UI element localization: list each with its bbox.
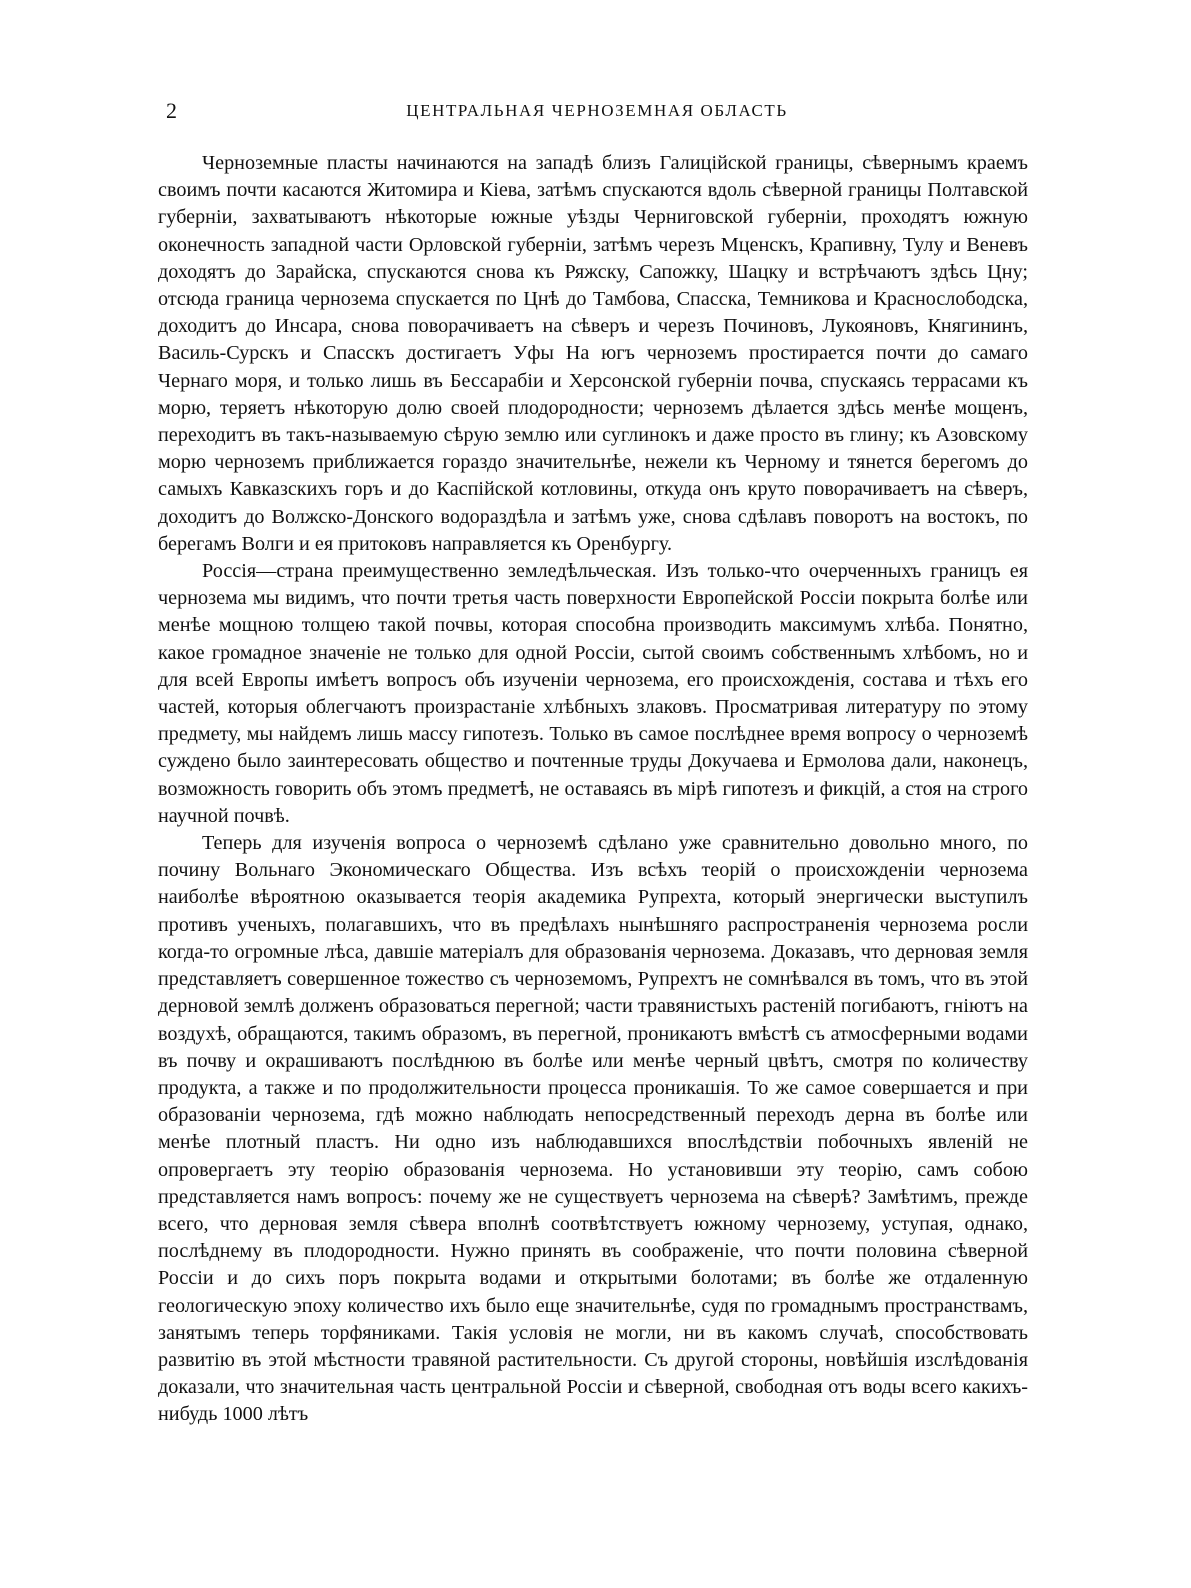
body-text (158, 150, 1028, 1429)
paragraph-ruprecht-theory: Теперь для изученiя вопроса о черноземѣ сдѣлано уже сравнительно довольно много, по почину Вольнаго Экономическаго Общества. Изъ всѣхъ теорiй о происхожденiи чернозема наиболѣе вѣроятною оказывается теорiя академика Рупрехта, который энергически выступилъ противъ ученыхъ, полагавшихъ, что въ предѣлахъ нынѣшняго распространенiя чернозема росли когда-то огромные лѣса, давшiе матерiалъ для образованiя чернозема. Доказавъ, что дерновая земля представляетъ совершенное тожество съ черноземомъ, Рупрехтъ не сомнѣвался въ томъ, что въ этой дерновой землѣ долженъ образоваться перегной; части травянистыхъ растенiй погибаютъ, гнiютъ на воздухѣ, обращаются, такимъ образомъ, въ перегной, проникаютъ вмѣстѣ съ атмосферными водами въ почву и окрашиваютъ послѣднюю въ болѣе или менѣе черный цвѣтъ, смотря по количеству продукта, а также и по продолжительности процесса проникашiя. То же самое совершается и при образованiи чернозема, гдѣ можно наблюдать непосредственный переходъ дерна въ болѣе или менѣе плотный пластъ. Ни одно изъ наблюдавшихся впослѣдствiи побочныхъ явленiй не опровергаетъ эту теорiю образованiя чернозема. Но установивши эту теорiю, самъ собою представляется намъ вопросъ: почему же не существуетъ чернозема на сѣверѣ? Замѣтимъ, прежде всего, что дерновая земля сѣвера вполнѣ соотвѣтствуетъ южному чернозему, уступая, однако, послѣднему въ плодородности. Нужно принять въ соображенiе, что почти половина сѣверной Россiи и до сихъ поръ покрыта водами и открытыми болотами; въ болѣе же отдаленную геологическую эпоху количество ихъ было еще значительнѣе, судя по громаднымъ пространствамъ, занятымъ теперь торфяниками. Такiя условiя не могли, ни въ какомъ случаѣ, способствовать развитiю въ этой мѣстности травяной растительности. Съ другой стороны, новѣйшiя изслѣдованiя доказали, что значительная часть центральной Россiи и сѣверной, свободная отъ воды всего какихъ-нибудь 1000 лѣтъ (158, 832, 1028, 1426)
running-title: ЦЕНТРАЛЬНАЯ ЧЕРНОЗЕМНАЯ ОБЛАСТЬ (406, 101, 788, 120)
paragraph-chernozem-boundaries: Черноземные пласты начинаются на западѣ близъ Галицiйской границы, сѣвернымъ краемъ своимъ почти касаются Житомира и Кiева, затѣмъ спускаются вдоль сѣверной границы Полтавской губернiи, захватываютъ нѣкоторые южные уѣзды Черниговской губернiи, проходятъ южную оконечность западной части Орловской губернiи, затѣмъ черезъ Мценскъ, Крапивну, Тулу и Веневъ доходятъ до Зарайска, спускаются снова къ Ряжску, Сапожку, Шацку и встрѣчаютъ здѣсь Цну; отсюда граница чернозема спускается по Цнѣ до Тамбова, Спасска, Темникова и Краснослободска, доходитъ до Инсара, снова поворачиваетъ на сѣверъ и черезъ Починовъ, Лукояновъ, Княгининъ, Василь-Сурскъ и Спасскъ достигаетъ Уфы На югъ черноземъ простирается почти до самаго Чернаго моря, и только лишь въ Бессарабiи и Херсонской губернiи почва, спускаясь террасами къ морю, теряетъ нѣкоторую долю своей плодородности; черноземъ дѣлается здѣсь менѣе мощенъ, переходитъ въ такъ-называемую сѣрую землю или суглинокъ и даже просто въ глину; къ Азовскому морю черноземъ приближается гораздо значительнѣе, нежели къ Черному и тянется берегомъ до самыхъ Кавказскихъ горъ и до Каспiйской котловины, откуда онъ круто поворачиваетъ на сѣверъ, доходитъ до Волжско-Донского водораздѣла и затѣмъ уже, снова сдѣлавъ поворотъ на востокъ, по берегамъ Волги и ея притоковъ направляется къ Оренбургу. (158, 152, 1028, 555)
page-header (166, 96, 1028, 130)
paragraph-russia-agriculture: Россiя—страна преимущественно земледѣльческая. Изъ только-что очерченныхъ границъ ея чернозема мы видимъ, что почти третья часть поверхности Европейской Россiи покрыта болѣе или менѣе мощною толщею такой почвы, которая способна производить максимумъ хлѣба. Понятно, какое громадное значенiе не только для одной Россiи, сытой своимъ собственнымъ хлѣбомъ, но и для всей Европы имѣетъ вопросъ объ изученiи чернозема, его происхожденiя, состава и тѣхъ его частей, которыя облегчаютъ произрастанiе хлѣбныхъ злаковъ. Просматривая литературу по этому предмету, мы найдемъ лишь массу гипотезъ. Только въ самое послѣднее время вопросу о черноземѣ суждено было заинтересовать общество и почтенные труды Докучаева и Ермолова дали, наконецъ, возможность говорить объ этомъ предметѣ, не оставаясь въ мiрѣ гипотезъ и фикцiй, а стоя на строго научной почвѣ. (158, 560, 1028, 827)
page-number: 2 (166, 98, 177, 123)
